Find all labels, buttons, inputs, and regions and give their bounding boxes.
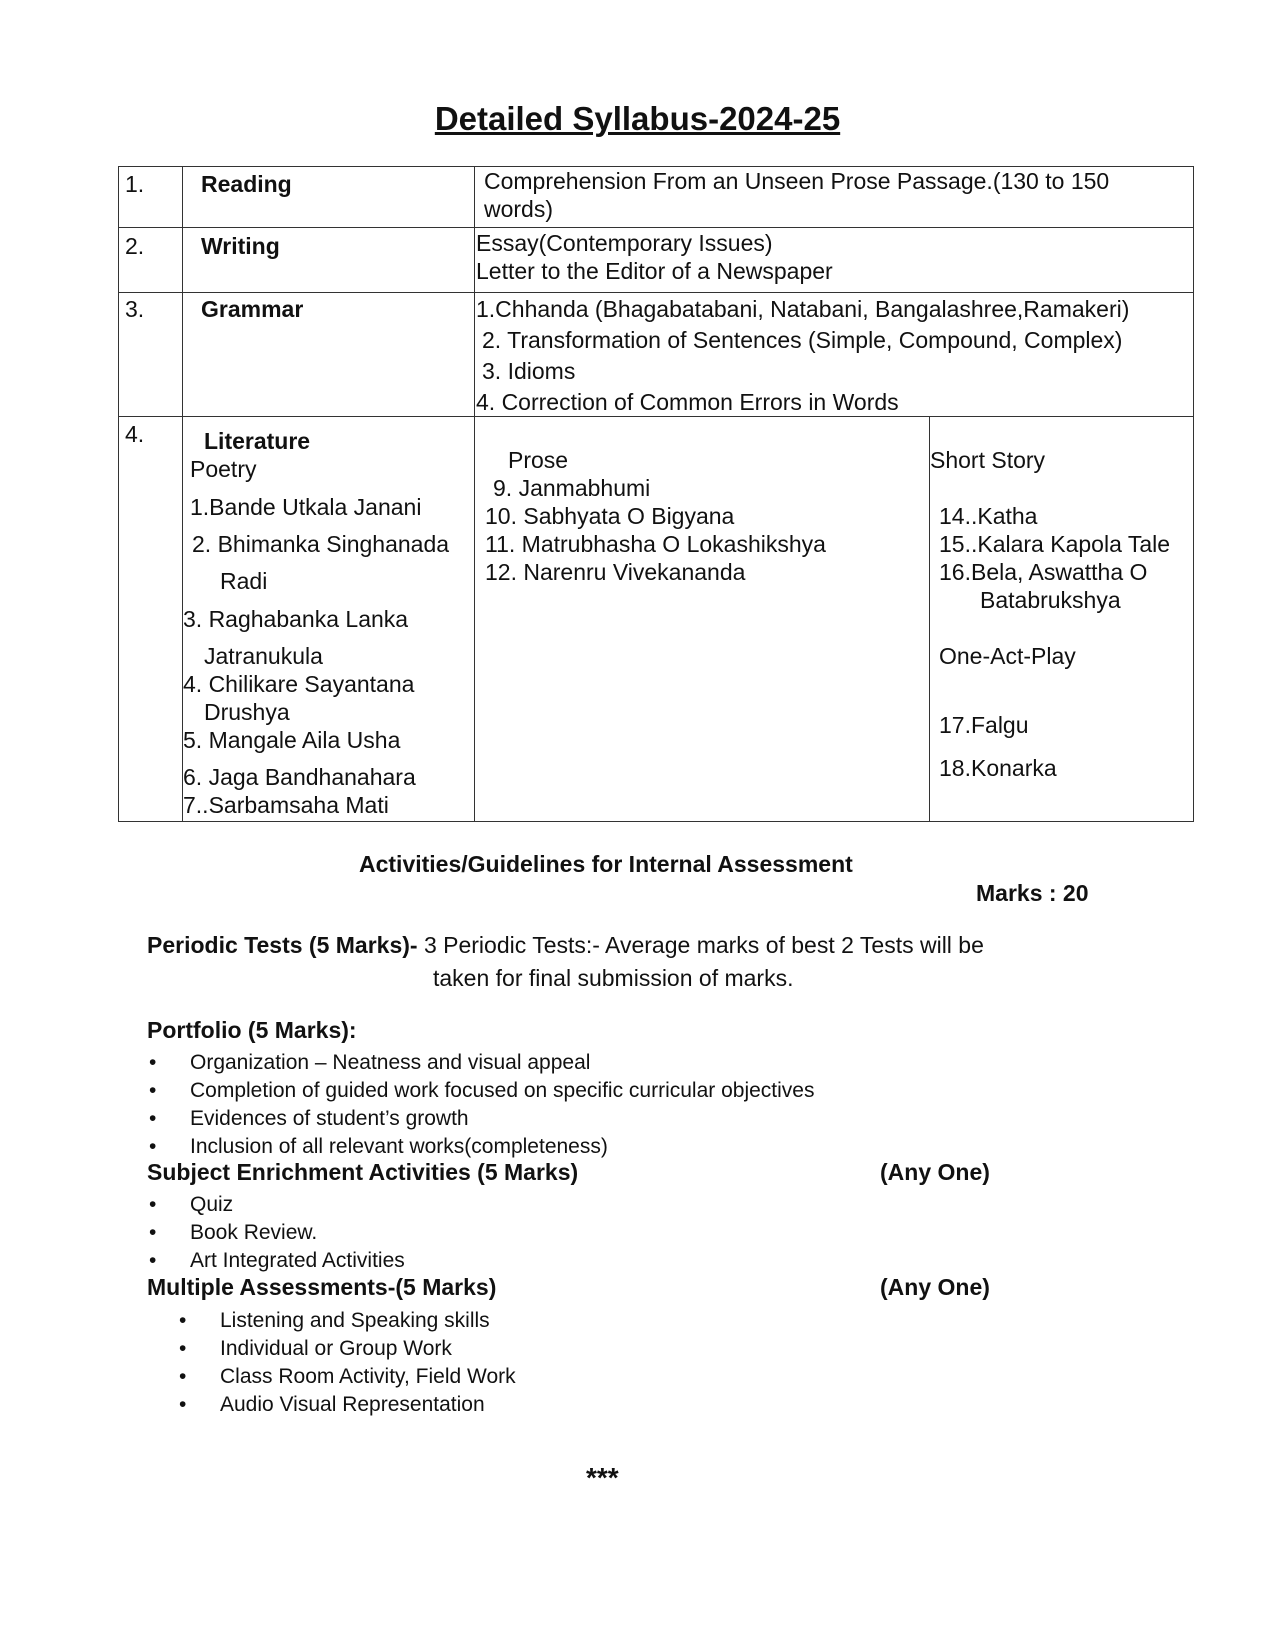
enrichment-note: (Any One) xyxy=(880,1159,990,1185)
short-story-item: 15..Kalara Kapola Tale xyxy=(939,531,1171,557)
prose-label: Prose xyxy=(508,447,569,473)
prose-item: 12. Narenru Vivekananda xyxy=(485,559,746,585)
poetry-item: 7..Sarbamsaha Mati xyxy=(183,792,389,818)
periodic-tests-label: Periodic Tests (5 Marks)- xyxy=(147,932,418,958)
table-col-divider xyxy=(929,416,930,822)
list-item: • Inclusion of all relevant works(completeness) xyxy=(147,1133,814,1161)
periodic-tests-text-2: taken for final submission of marks. xyxy=(433,965,794,991)
table-row-divider xyxy=(118,227,1194,228)
table-col-divider xyxy=(474,166,475,822)
portfolio-list xyxy=(147,1049,814,1161)
periodic-tests-text: 3 Periodic Tests:- Average marks of best 2 Tests will be xyxy=(417,932,984,958)
poetry-item: Drushya xyxy=(204,699,290,725)
prose-item: 10. Sabhyata O Bigyana xyxy=(485,503,735,529)
end-marker: *** xyxy=(586,1462,619,1493)
poetry-item: 6. Jaga Bandhanahara xyxy=(183,764,416,790)
table-col-divider xyxy=(182,166,183,822)
poetry-item: 1.Bande Utkala Janani xyxy=(190,494,422,520)
play-item: 18.Konarka xyxy=(939,755,1057,781)
list-item: • Quiz xyxy=(147,1191,405,1219)
row-content-line: Letter to the Editor of a Newspaper xyxy=(476,258,833,284)
play-item: 17.Falgu xyxy=(939,712,1029,738)
page-title: Detailed Syllabus-2024-25 xyxy=(434,100,841,137)
row-number: 4. xyxy=(125,421,145,447)
row-content-line: 4. Correction of Common Errors in Words xyxy=(476,389,899,415)
poetry-item: 4. Chilikare Sayantana xyxy=(183,671,415,697)
list-item: • Art Integrated Activities xyxy=(147,1247,405,1275)
row-topic: Writing xyxy=(201,233,280,259)
table-row-divider xyxy=(118,416,1194,417)
enrichment-heading: Subject Enrichment Activities (5 Marks) xyxy=(147,1159,579,1185)
poetry-item: Radi xyxy=(220,568,268,594)
play-label: One-Act-Play xyxy=(939,643,1076,669)
periodic-tests-line xyxy=(147,932,984,959)
poetry-item: 5. Mangale Aila Usha xyxy=(183,727,401,753)
row-number: 3. xyxy=(125,296,145,322)
short-story-item: 16.Bela, Aswattha O xyxy=(939,559,1148,585)
table-border-right xyxy=(1193,166,1194,822)
marks-total: Marks : 20 xyxy=(976,880,1089,906)
list-item: • Class Room Activity, Field Work xyxy=(147,1363,516,1391)
row-content-line: 3. Idioms xyxy=(482,358,576,384)
row-number: 1. xyxy=(125,171,145,197)
list-item: • Organization – Neatness and visual appeal xyxy=(147,1049,814,1077)
assessment-heading: Activities/Guidelines for Internal Assessment xyxy=(359,851,853,877)
list-item: • Individual or Group Work xyxy=(147,1335,516,1363)
list-item: • Listening and Speaking skills xyxy=(147,1307,516,1335)
row-topic: Grammar xyxy=(201,296,304,322)
row-content-line: Essay(Contemporary Issues) xyxy=(476,230,773,256)
row-content-line: 1.Chhanda (Bhagabatabani, Natabani, Bangalashree,Ramakeri) xyxy=(476,296,1130,322)
enrichment-list xyxy=(147,1191,405,1275)
row-topic: Reading xyxy=(201,171,292,197)
row-content-line: words) xyxy=(484,196,554,222)
poetry-item: 2. Bhimanka Singhanada xyxy=(192,531,450,557)
row-number: 2. xyxy=(125,233,145,259)
list-item: • Book Review. xyxy=(147,1219,405,1247)
table-row-divider xyxy=(118,292,1194,293)
table-border-left xyxy=(118,166,119,822)
table-border-bottom xyxy=(118,821,1194,822)
multiple-assessments-list xyxy=(147,1307,516,1419)
multiple-assessments-note: (Any One) xyxy=(880,1274,990,1300)
portfolio-heading: Portfolio (5 Marks): xyxy=(147,1017,357,1043)
row-topic: Literature xyxy=(204,428,311,454)
prose-item: 9. Janmabhumi xyxy=(493,475,651,501)
multiple-assessments-heading: Multiple Assessments-(5 Marks) xyxy=(147,1274,497,1300)
poetry-label: Poetry xyxy=(190,456,257,482)
list-item: • Evidences of student’s growth xyxy=(147,1105,814,1133)
row-content-line: Comprehension From an Unseen Prose Passage.(130 to 150 xyxy=(484,168,1110,194)
short-story-item: Batabrukshya xyxy=(980,587,1121,613)
list-item: • Completion of guided work focused on specific curricular objectives xyxy=(147,1077,814,1105)
short-story-label: Short Story xyxy=(930,447,1046,473)
poetry-item: Jatranukula xyxy=(204,643,323,669)
poetry-item: 3. Raghabanka Lanka xyxy=(183,606,409,632)
row-content-line: 2. Transformation of Sentences (Simple, Compound, Complex) xyxy=(482,327,1123,353)
prose-item: 11. Matrubhasha O Lokashikshya xyxy=(485,531,826,557)
short-story-item: 14..Katha xyxy=(939,503,1038,529)
list-item: • Audio Visual Representation xyxy=(147,1391,516,1419)
